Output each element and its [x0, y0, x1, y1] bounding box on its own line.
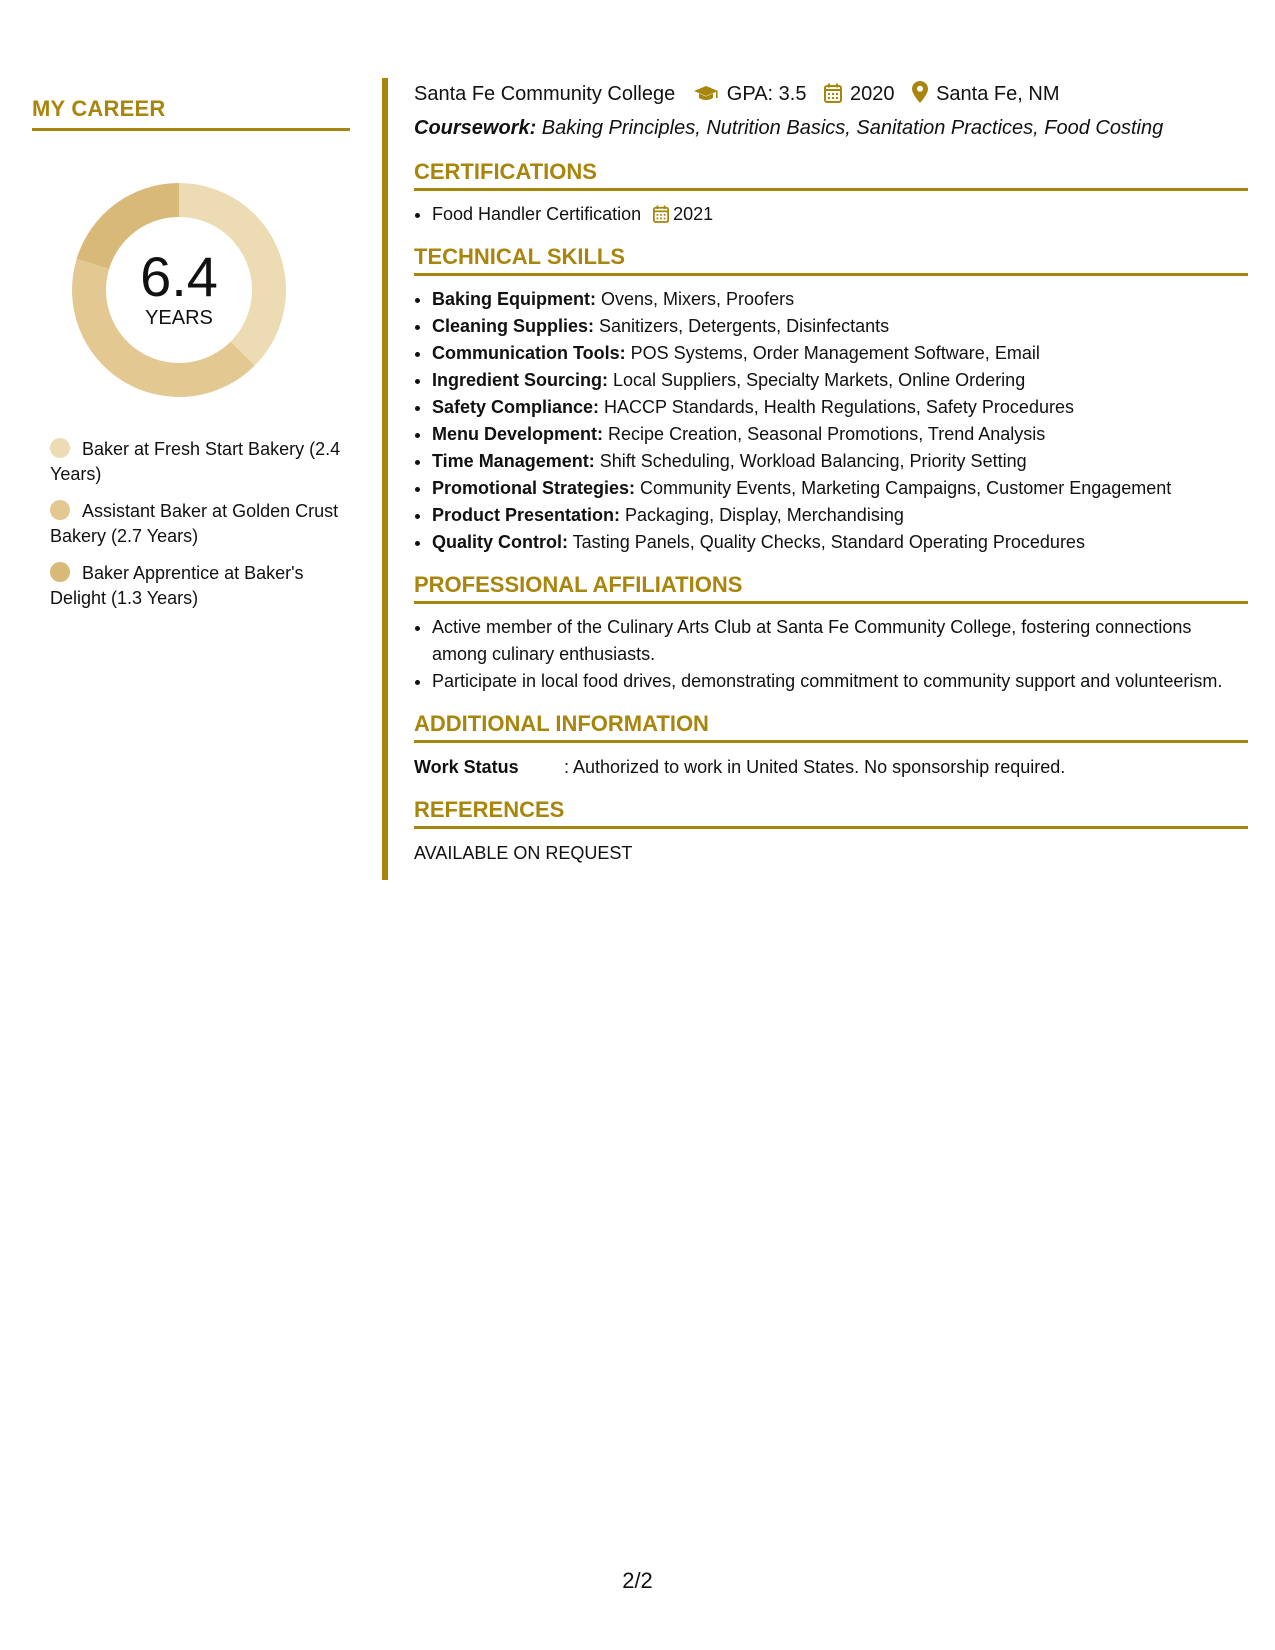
skill-label: Baking Equipment:: [432, 289, 597, 309]
list-item: [432, 313, 1248, 340]
skill-value: Tasting Panels, Quality Checks, Standard Operating Procedures: [568, 532, 1085, 552]
list-item: • Participate in local food drives, demonstrating commitment to community support and volunteerism.: [432, 668, 1248, 695]
skill-value: HACCP Standards, Health Regulations, Safety Procedures: [599, 397, 1074, 417]
certifications-title: CERTIFICATIONS: [414, 159, 1248, 191]
page-number: 2/2: [622, 1568, 653, 1593]
legend-dot-icon: [50, 562, 70, 582]
certification-year: 2021: [673, 204, 714, 224]
skill-value: Packaging, Display, Merchandising: [620, 505, 904, 525]
list-item: [432, 529, 1248, 556]
map-pin-icon: [912, 81, 928, 113]
calendar-icon: [824, 81, 842, 113]
skill-value: Recipe Creation, Seasonal Promotions, Trend Analysis: [603, 424, 1046, 444]
donut-total-value: 6.4: [140, 245, 218, 308]
calendar-icon: [653, 205, 669, 223]
skill-label: Menu Development:: [432, 424, 604, 444]
certifications-list: [414, 201, 1248, 228]
skill-value: Local Suppliers, Specialty Markets, Online Ordering: [608, 370, 1026, 390]
career-title: MY CAREER: [32, 96, 350, 131]
skill-label: Time Management:: [432, 451, 595, 471]
technical-skills-list: [414, 286, 1248, 556]
career-donut-chart: [66, 177, 292, 403]
skill-value: POS Systems, Order Management Software, Email: [625, 343, 1040, 363]
career-legend: [50, 437, 350, 611]
list-item: • Active member of the Culinary Arts Club at Santa Fe Community College, fostering connections among culinary enthusiasts.: [432, 614, 1248, 668]
list-item: [432, 502, 1248, 529]
skill-label: Cleaning Supplies:: [432, 316, 595, 336]
skill-value: Ovens, Mixers, Proofers: [596, 289, 795, 309]
references-text: AVAILABLE ON REQUEST: [414, 843, 633, 863]
list-item: [432, 421, 1248, 448]
legend-dot-icon: [50, 438, 70, 458]
skill-label: Safety Compliance:: [432, 397, 600, 417]
work-status-label: Work Status: [414, 757, 519, 777]
skill-value: Shift Scheduling, Workload Balancing, Priority Setting: [594, 451, 1027, 471]
column-divider: [382, 78, 388, 880]
donut-total-unit: YEARS: [145, 307, 213, 329]
coursework-list: Baking Principles, Nutrition Basics, Sanitation Practices, Food Costing: [536, 117, 1164, 139]
technical-skills-title: TECHNICAL SKILLS: [414, 244, 1248, 276]
main-content: [414, 78, 1248, 867]
coursework-label: Coursework:: [414, 117, 537, 139]
skill-label: Promotional Strategies:: [432, 478, 636, 498]
list-item: [432, 394, 1248, 421]
skill-value: Sanitizers, Detergents, Disinfectants: [594, 316, 890, 336]
skill-label: Product Presentation:: [432, 505, 621, 525]
list-item: [432, 367, 1248, 394]
school-name: Santa Fe Community College: [414, 83, 676, 105]
list-item: [432, 448, 1248, 475]
list-item: [432, 286, 1248, 313]
legend-label: Assistant Baker at Golden Crust Bakery (2.7 Years): [50, 501, 339, 546]
education-location: Santa Fe, NM: [936, 83, 1060, 105]
career-sidebar: [32, 96, 350, 623]
list-item: [432, 201, 1248, 228]
gpa: GPA: 3.5: [726, 83, 807, 105]
legend-item: [50, 437, 350, 487]
list-item: [432, 475, 1248, 502]
skill-label: Quality Control:: [432, 532, 568, 552]
legend-item: [50, 561, 350, 611]
work-status-value: : Authorized to work in United States. No sponsorship required.: [564, 757, 1066, 777]
legend-dot-icon: [50, 500, 70, 520]
list-item: [432, 340, 1248, 367]
affiliations-title: PROFESSIONAL AFFILIATIONS: [414, 572, 1248, 604]
skill-label: Communication Tools:: [432, 343, 626, 363]
skill-label: Ingredient Sourcing:: [432, 370, 609, 390]
legend-label: Baker at Fresh Start Bakery (2.4 Years): [50, 439, 341, 484]
references-title: REFERENCES: [414, 797, 1248, 829]
skill-value: Community Events, Marketing Campaigns, Customer Engagement: [635, 478, 1172, 498]
donut-center: [66, 177, 292, 403]
work-status-row: [414, 753, 1248, 781]
legend-item: [50, 499, 350, 549]
legend-label: Baker Apprentice at Baker's Delight (1.3 Years): [50, 563, 304, 608]
certification-date: [653, 204, 713, 224]
education-year: 2020: [850, 83, 895, 105]
affiliations-list: [414, 614, 1248, 695]
graduation-cap-icon: [693, 81, 719, 113]
additional-info-title: ADDITIONAL INFORMATION: [414, 711, 1248, 743]
education-line: [414, 78, 1248, 113]
coursework: [414, 113, 1248, 143]
certification-name: Food Handler Certification: [432, 204, 642, 224]
